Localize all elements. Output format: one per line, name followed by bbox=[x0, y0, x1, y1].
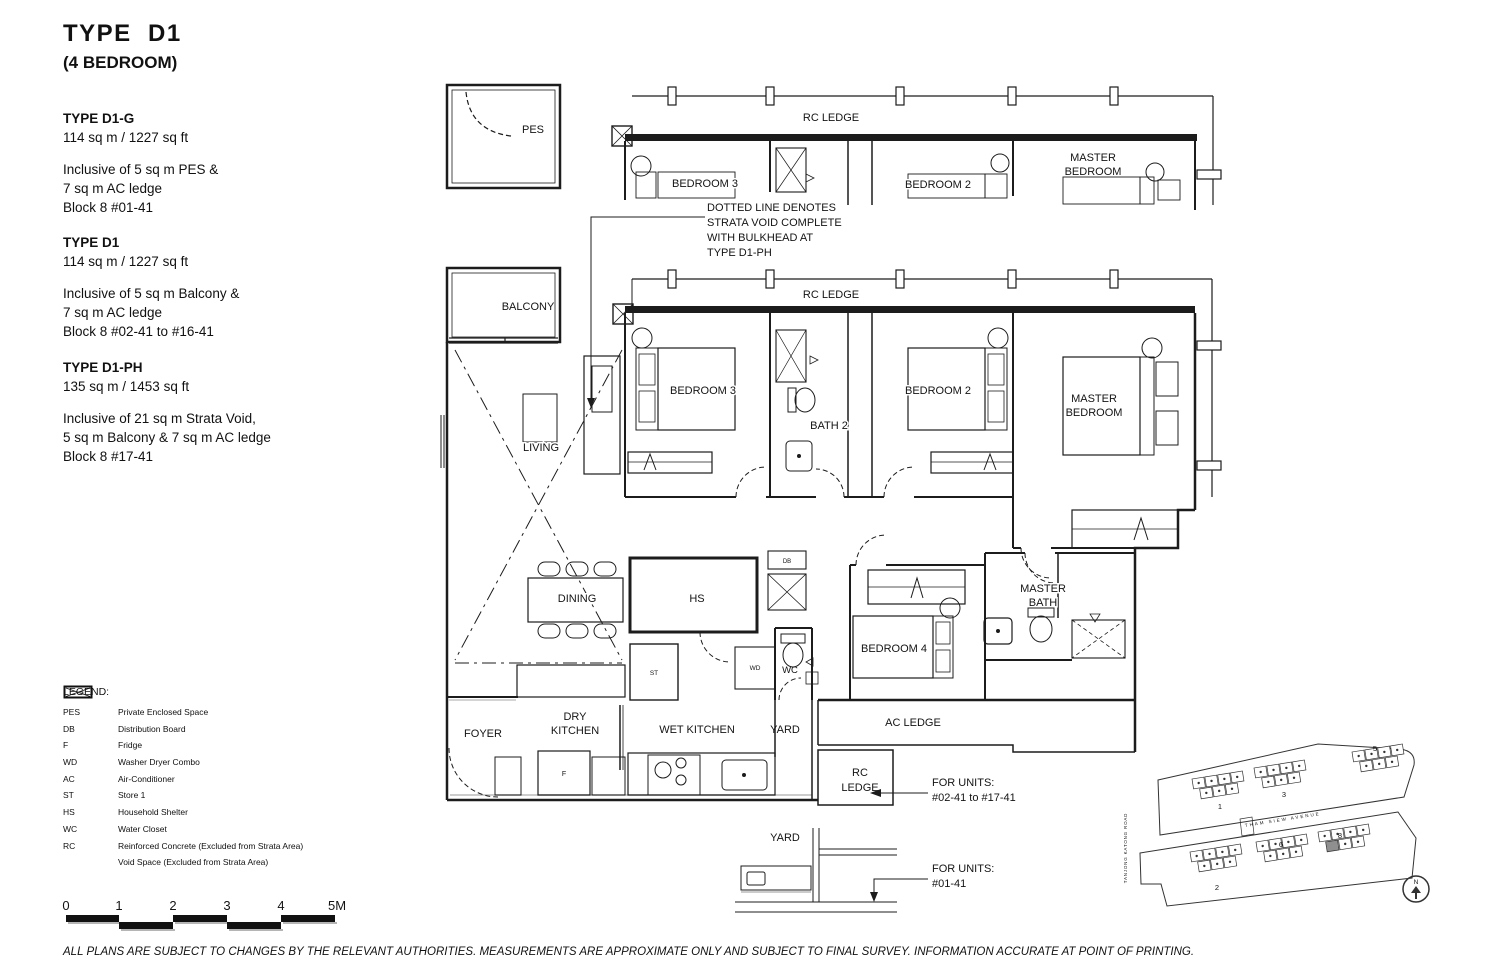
label-bedroom3-upper: BEDROOM 3 bbox=[671, 178, 739, 190]
upper-exterior-wall bbox=[625, 134, 1197, 141]
legend-row bbox=[63, 841, 303, 858]
label-road-tanjong-katong: TANJONG KATONG ROAD bbox=[1123, 812, 1128, 884]
inclusion-line: Block 8 #02-41 to #16-41 bbox=[63, 324, 214, 339]
label-scale-2: 2 bbox=[169, 898, 177, 913]
legend-row bbox=[63, 857, 303, 874]
label-bedroom4: BEDROOM 4 bbox=[860, 643, 928, 655]
label-scale-0: 0 bbox=[62, 898, 70, 913]
label-st: ST bbox=[649, 670, 659, 677]
scale-bar bbox=[66, 915, 337, 931]
page-title: TYPE D1 bbox=[63, 20, 182, 47]
legend-abbr: DB bbox=[63, 723, 75, 734]
legend-row bbox=[63, 824, 303, 841]
label-rcledge-1: RC bbox=[852, 767, 868, 779]
highlighted-unit bbox=[1326, 840, 1339, 852]
site-block-2 bbox=[1190, 844, 1244, 873]
label-master-2: BEDROOM bbox=[1065, 407, 1123, 419]
label-rcledge-2: LEDGE bbox=[841, 782, 879, 794]
inclusion-line: Inclusive of 5 sq m Balcony & bbox=[63, 286, 240, 301]
legend-abbr: HS bbox=[63, 807, 75, 818]
label-road-tham-siew: THAM SIEW AVENUE bbox=[1244, 811, 1322, 828]
site-block-number-5: 5 bbox=[1372, 744, 1378, 753]
label-yard-detail: YARD bbox=[770, 832, 800, 844]
title-block bbox=[63, 20, 182, 73]
strata-void-dashed-lines bbox=[455, 350, 622, 663]
legend-row bbox=[63, 807, 303, 824]
legend-desc: Fridge bbox=[118, 740, 143, 751]
site-block-5 bbox=[1352, 744, 1406, 773]
inclusion-line: 7 sq m AC ledge bbox=[63, 181, 163, 196]
label-scale-5m: 5M bbox=[327, 898, 347, 913]
site-block-1 bbox=[1192, 771, 1246, 800]
legend-abbr: RC bbox=[63, 840, 76, 851]
label-scale-4: 4 bbox=[277, 898, 285, 913]
rc-ledge-strip bbox=[632, 270, 1221, 497]
label-drykitchen-1: DRY bbox=[563, 711, 587, 723]
page-subtitle: (4 BEDROOM) bbox=[63, 53, 178, 72]
unit-type-inclusions bbox=[63, 160, 218, 217]
upper-plan-fragment bbox=[447, 85, 1221, 210]
ac-ledge-outline bbox=[818, 700, 1135, 752]
yard-ground-floor-detail bbox=[735, 828, 897, 912]
label-wc: WC bbox=[782, 665, 798, 676]
dry-kitchen-counter bbox=[517, 665, 625, 697]
living-furniture bbox=[523, 356, 620, 474]
legend-row bbox=[63, 757, 303, 774]
legend-abbr: AC bbox=[63, 773, 75, 784]
legend-desc: Air-Conditioner bbox=[118, 773, 175, 784]
label-forunits1-2: #02-41 to #17-41 bbox=[932, 792, 1016, 804]
master-bath-fixtures bbox=[984, 608, 1125, 658]
label-dining: DINING bbox=[557, 593, 597, 605]
pes-room bbox=[447, 85, 560, 188]
unit-type-area: 114 sq m / 1227 sq ft bbox=[63, 130, 189, 145]
label-forunits2-2: #01-41 bbox=[932, 878, 967, 890]
legend-desc: Store 1 bbox=[118, 790, 146, 801]
disclaimer-text: ALL PLANS ARE SUBJECT TO CHANGES BY THE RELEVANT AUTHORITIES. MEASUREMENTS ARE APPROXIMATE ONLY AND SUBJECT TO FINAL SURVEY. INFORMATION ACCURATE AT POINT OF PRINTING. bbox=[63, 946, 1195, 958]
legend-desc: Reinforced Concrete (Excluded from Strata Area) bbox=[118, 840, 304, 851]
exterior-wall-top bbox=[625, 306, 1195, 313]
label-master-1: MASTER bbox=[1071, 393, 1117, 405]
legend-desc: Washer Dryer Combo bbox=[118, 757, 200, 768]
unit-type-area: 135 sq m / 1453 sq ft bbox=[63, 379, 190, 394]
site-block-8 bbox=[1318, 824, 1372, 853]
legend-row bbox=[63, 774, 303, 791]
label-db: DB bbox=[782, 559, 792, 565]
label-rc-ledge-main: RC LEDGE bbox=[802, 289, 860, 301]
legend-desc: Household Shelter bbox=[118, 807, 188, 818]
label-living: LIVING bbox=[522, 442, 560, 454]
label-yard: YARD bbox=[770, 724, 800, 736]
label-note-3: WITH BULKHEAD AT bbox=[707, 232, 814, 244]
bedroom3-furniture bbox=[628, 328, 735, 473]
inclusion-line: Block 8 #17-41 bbox=[63, 449, 154, 464]
unit-type-d1-section bbox=[63, 233, 239, 341]
legend-abbr: WC bbox=[63, 823, 78, 834]
unit-type-d1g-section bbox=[63, 109, 218, 217]
unit-type-name: TYPE D1-PH bbox=[63, 360, 143, 375]
bath2-fixtures bbox=[776, 330, 818, 471]
wc-toilet bbox=[781, 634, 805, 667]
label-note-2: STRATA VOID COMPLETE bbox=[707, 217, 842, 229]
legend-abbr: WD bbox=[63, 757, 78, 768]
label-compass-n: N bbox=[1413, 879, 1419, 886]
label-forunits2-1: FOR UNITS: bbox=[932, 863, 995, 875]
site-plan bbox=[1140, 744, 1429, 906]
pes-door-arc bbox=[466, 92, 511, 136]
label-wetkitchen: WET KITCHEN bbox=[659, 724, 735, 736]
label-note-4: TYPE D1-PH bbox=[707, 247, 772, 259]
bedroom2-furniture bbox=[908, 328, 1013, 473]
inclusion-line: 7 sq m AC ledge bbox=[63, 305, 163, 320]
label-foyer: FOYER bbox=[464, 728, 502, 740]
unit-type-inclusions bbox=[63, 284, 239, 341]
bedroom4-furniture bbox=[853, 570, 965, 678]
legend bbox=[63, 686, 303, 874]
label-hs: HS bbox=[689, 593, 705, 605]
legend-abbr: PES bbox=[63, 707, 81, 717]
legend-desc: Water Closet bbox=[118, 823, 167, 834]
unit-type-area: 114 sq m / 1227 sq ft bbox=[63, 254, 189, 269]
label-note-1: DOTTED LINE DENOTES bbox=[707, 202, 836, 214]
label-rc-ledge-upper: RC LEDGE bbox=[802, 112, 860, 124]
site-block-number-8: 8 bbox=[1337, 831, 1343, 840]
legend-row bbox=[63, 707, 303, 724]
master-bedroom-furniture bbox=[1063, 338, 1178, 548]
label-scale-3: 3 bbox=[223, 898, 231, 913]
label-fridge: F bbox=[561, 771, 567, 778]
label-balcony: BALCONY bbox=[501, 301, 555, 313]
unit-type-name: TYPE D1-G bbox=[63, 111, 135, 126]
unit-type-d1ph-section bbox=[63, 358, 271, 466]
unit-type-inclusions bbox=[63, 409, 271, 466]
label-bedroom3: BEDROOM 3 bbox=[669, 385, 737, 397]
label-masterbath-2: BATH bbox=[1028, 597, 1058, 609]
ac-void-box bbox=[768, 574, 806, 610]
label-scale-1: 1 bbox=[115, 898, 123, 913]
label-wd: WD bbox=[749, 665, 761, 672]
site-block-number-1: 1 bbox=[1217, 802, 1223, 811]
annotation-arrows bbox=[870, 789, 928, 902]
label-pes: PES bbox=[521, 124, 545, 136]
legend-desc: Void Space (Excluded from Strata Area) bbox=[118, 857, 269, 868]
kitchen-counters bbox=[495, 751, 775, 795]
legend-desc: Private Enclosed Space bbox=[118, 707, 209, 717]
legend-row bbox=[63, 790, 303, 807]
site-block-number-6: 6 bbox=[1278, 840, 1284, 849]
label-masterbath-1: MASTER bbox=[1020, 583, 1066, 595]
legend-title: LEGEND: bbox=[63, 686, 110, 698]
site-block-number-2: 2 bbox=[1214, 883, 1220, 892]
legend-desc: Distribution Board bbox=[118, 723, 186, 734]
site-block-number-3: 3 bbox=[1281, 790, 1287, 799]
hob bbox=[648, 755, 700, 795]
arrowhead-down bbox=[870, 892, 878, 902]
label-bath2: BATH 2 bbox=[810, 420, 848, 432]
label-bedroom2-upper: BEDROOM 2 bbox=[904, 179, 972, 191]
inclusion-line: Block 8 #01-41 bbox=[63, 200, 154, 215]
label-acledge: AC LEDGE bbox=[885, 717, 941, 729]
label-drykitchen-2: KITCHEN bbox=[550, 725, 600, 737]
north-arrow-icon bbox=[1411, 886, 1421, 893]
inclusion-line: 5 sq m Balcony & 7 sq m AC ledge bbox=[63, 430, 271, 445]
inclusion-line: Inclusive of 5 sq m PES & bbox=[63, 162, 219, 177]
label-master-upper-2: BEDROOM bbox=[1064, 166, 1122, 178]
legend-abbr: F bbox=[63, 740, 69, 751]
legend-row bbox=[63, 724, 303, 741]
unit-type-name: TYPE D1 bbox=[63, 235, 120, 250]
legend-rows bbox=[63, 707, 303, 874]
legend-abbr: ST bbox=[63, 790, 74, 801]
label-forunits1-1: FOR UNITS: bbox=[932, 777, 995, 789]
site-block-3 bbox=[1254, 760, 1308, 789]
legend-row bbox=[63, 740, 303, 757]
inclusion-line: Inclusive of 21 sq m Strata Void, bbox=[63, 411, 256, 426]
label-bedroom2: BEDROOM 2 bbox=[904, 385, 972, 397]
label-master-upper-1: MASTER bbox=[1070, 152, 1116, 164]
